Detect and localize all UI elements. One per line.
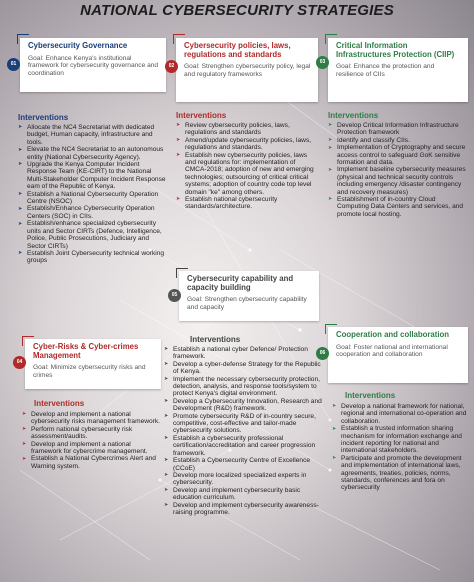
goal-badge-05: 05	[168, 289, 181, 302]
arrow-bullet-icon: ➤	[164, 457, 169, 464]
list-item: ➤ Establish a cybersecurity professional certification/accreditation and career progression framework.	[164, 434, 316, 457]
arrow-bullet-icon: ➤	[18, 190, 23, 197]
arrow-bullet-icon: ➤	[22, 440, 27, 447]
goal-badge-02: 02	[165, 60, 178, 73]
page-title: NATIONAL CYBERSECURITY STRATEGIES	[80, 2, 394, 19]
interventions-heading-05: Interventions	[190, 335, 241, 344]
list-item: ➤ Develop and implement cybersecurity awareness-raising programme.	[164, 501, 319, 516]
arrow-bullet-icon: ➤	[332, 403, 337, 410]
goal-badge-01: 01	[7, 58, 20, 71]
arrow-bullet-icon: ➤	[176, 196, 181, 203]
list-item: ➤ Develop a national framework for national, regional and international co-operation and collaboration.	[332, 403, 467, 425]
arrow-bullet-icon: ➤	[176, 122, 181, 129]
goal-title-02: Cybersecurity policies, laws, regulations and standards	[184, 41, 291, 59]
arrow-bullet-icon: ➤	[164, 375, 169, 382]
list-item: ➤ Develop Critical Information Infrastructure Protection framework	[328, 122, 459, 137]
arrow-bullet-icon: ➤	[22, 455, 27, 462]
interventions-heading-06: Interventions	[345, 391, 396, 400]
interventions-list-06	[332, 403, 470, 492]
goal-badge-06: 06	[316, 347, 329, 360]
list-item: ➤ Allocate the NC4 Secretariat with dedicated budget, Human capacity, infrastructure and tools.	[18, 124, 155, 146]
list-item: ➤ Establishment of in-country Cloud Computing Data Centers and services, and promote local hosting.	[328, 196, 464, 218]
arrow-bullet-icon: ➤	[164, 412, 169, 419]
list-item: ➤ Establish a Cybersecurity Centre of Excellence (CCoE)	[164, 457, 311, 472]
arrow-bullet-icon: ➤	[332, 455, 337, 462]
list-item: ➤ Establish a National Cybercrimes Alert and Warning system.	[22, 455, 156, 470]
interventions-list-03	[328, 122, 468, 218]
interventions-list-02	[176, 122, 318, 211]
list-item: ➤ Review cybersecurity policies, laws, regulations and standards	[176, 122, 290, 137]
interventions-list-04	[22, 411, 162, 470]
goal-card-01	[20, 38, 166, 92]
arrow-bullet-icon: ➤	[176, 137, 181, 144]
list-item: ➤ Identify and classify CIIs.	[328, 136, 410, 144]
goal-title-03: Critical Information Infrastructures Protection (CIIP)	[336, 41, 455, 59]
list-item: ➤ Establish national cybersecurity standards/architecture.	[176, 196, 278, 211]
goal-badge-03: 03	[316, 56, 329, 69]
list-item: ➤ Implement baseline cybersecurity measures (physical and technical security controls including emergency /disaster contingency and recovery measures)	[328, 166, 466, 196]
arrow-bullet-icon: ➤	[164, 398, 169, 405]
goal-badge-04: 04	[13, 356, 26, 369]
arrow-bullet-icon: ➤	[332, 425, 337, 432]
list-item: ➤ Establish a trusted information sharing mechanism for information exchange and incident reporting for national and international stakeholders.	[332, 425, 462, 455]
interventions-heading-04: Interventions	[34, 399, 85, 408]
list-item: ➤ Establish new cybersecurity policies, laws and regulations for: implementation of CMCA-2018; adoption of new and emerging technologies; outsourcing of critical critical systems; adoption of country code top level domain "ke" among others.	[176, 151, 314, 196]
goal-text-03: Goal: Enhance the protection and resilience of CIIs	[336, 63, 435, 78]
arrow-bullet-icon: ➤	[176, 151, 181, 158]
arrow-bullet-icon: ➤	[328, 196, 333, 203]
arrow-bullet-icon: ➤	[164, 435, 169, 442]
goal-card-03	[328, 38, 468, 102]
interventions-heading-03: Interventions	[328, 111, 379, 120]
arrow-bullet-icon: ➤	[164, 472, 169, 479]
list-item: ➤ Elevate the NC4 Secretariat to an autonomous entity (National Cybersecurity Agency).	[18, 146, 164, 161]
goal-title-04: Cyber-Risks & Cyber-crimes Management	[33, 342, 139, 360]
goal-card-02	[176, 38, 318, 102]
arrow-bullet-icon: ➤	[164, 361, 169, 368]
goal-title-06: Cooperation and collaboration	[336, 330, 450, 339]
arrow-bullet-icon: ➤	[328, 137, 333, 144]
list-item: ➤ Upgrade the Kenya Computer Incident Response Team (KE-CIRT) to the National Multi-Stakeholder Computer Incident Response eam of the Republic of Kenya.	[18, 161, 166, 191]
goal-text-01: Goal: Enhance Kenya's institutional framework for cybersecurity governance and coordination	[28, 54, 159, 77]
list-item: ➤ Participate and promote the development and implementation of international laws, agreements, treaties, policies, norms, standards, conferences and fora on cybersecurity	[332, 454, 462, 492]
arrow-bullet-icon: ➤	[328, 166, 333, 173]
list-item: ➤ Establish Joint Cybersecurity technical working groups	[18, 249, 165, 265]
arrow-bullet-icon: ➤	[18, 161, 23, 168]
goal-text-04: Goal: Minimize cybersecurity risks and crimes	[33, 364, 146, 379]
goal-card-06	[328, 327, 468, 383]
list-item: ➤ Perform national cybersecurity risk assessment/audits.	[22, 425, 133, 441]
list-item: ➤ Establish a National Cybersecurity Operation Centre (NSOC)	[18, 190, 159, 206]
goal-title-05: Cybersecurity capability and capacity building	[187, 274, 294, 292]
arrow-bullet-icon: ➤	[18, 220, 23, 227]
interventions-list-05	[164, 346, 322, 516]
arrow-bullet-icon: ➤	[18, 250, 23, 257]
goal-text-06: Goal: Foster national and international cooperation and collaboration	[336, 343, 448, 359]
list-item: ➤ Promote cybersecurity R&D of in-country secure, competitive, cost-effective and tailor-made cybersecurity solutions.	[164, 412, 316, 435]
arrow-bullet-icon: ➤	[328, 122, 333, 129]
arrow-bullet-icon: ➤	[164, 487, 169, 494]
arrow-bullet-icon: ➤	[18, 146, 23, 153]
list-item: ➤ Establish/Enhance Cybersecurity Operation Centers (SOC) in CIIs.	[18, 205, 155, 220]
arrow-bullet-icon: ➤	[22, 411, 27, 418]
list-item: ➤ Develop a cyber-defense Strategy for the Republic of Kenya.	[164, 360, 321, 376]
list-item: ➤ Develop a Cybersecurity Innovation, Research and Development (R&D) framework.	[164, 397, 322, 413]
arrow-bullet-icon: ➤	[328, 144, 333, 151]
arrow-bullet-icon: ➤	[18, 124, 23, 131]
interventions-heading-02: Interventions	[176, 111, 227, 120]
list-item: ➤ Amend/update cybersecurity policies, laws, regulations and standards.	[176, 136, 312, 152]
list-item: ➤ Implement the necessary cybersecurity protection, detection, analysis, and response tools/system to protect Kenya's digital environment.	[164, 375, 320, 398]
arrow-bullet-icon: ➤	[22, 426, 27, 433]
list-item: ➤ Develop and implement cybersecurity basic education curriculum.	[164, 486, 301, 502]
list-item: ➤ Develop and implement a national framework for cybercrime management.	[22, 440, 148, 456]
list-item: ➤ Establish a national cyber Defence/ Protection framework.	[164, 346, 308, 361]
list-item: ➤ Implementation of Cryptography and secure access control to safeguard GoK sensitive formation and data.	[328, 144, 466, 167]
list-item: ➤ Develop and implement a national cybersecurity risks management framework.	[22, 411, 160, 426]
arrow-bullet-icon: ➤	[164, 346, 169, 353]
arrow-bullet-icon: ➤	[164, 501, 169, 508]
goal-title-01: Cybersecurity Governance	[28, 41, 128, 50]
goal-card-05	[179, 271, 319, 321]
goal-card-04	[25, 339, 161, 389]
interventions-heading-01: Interventions	[18, 113, 69, 122]
list-item: ➤ Develop more localized specialized experts in cybersecurity.	[164, 471, 307, 487]
arrow-bullet-icon: ➤	[18, 205, 23, 212]
list-item: ➤ Establish/enhance specialized cybersecurity units and Sector CIRTs (Defence, Intelligence, Police, Public Prosecutions, Judiciary and Sector CIRTs)	[18, 220, 162, 250]
goal-text-02: Goal: Strengthen cybersecurity policy, legal and regulatory frameworks	[184, 63, 311, 78]
goal-text-05: Goal: Strengthen cybersecurity capability and capacity	[187, 296, 307, 311]
interventions-list-01	[18, 124, 168, 265]
